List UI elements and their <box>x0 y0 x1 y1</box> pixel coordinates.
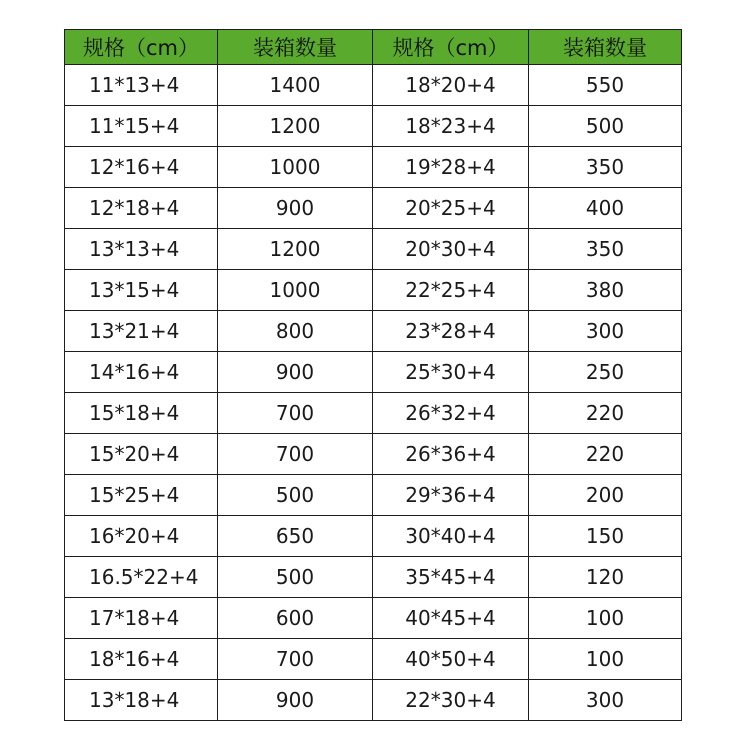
cell-spec-left: 14*16+4 <box>65 352 218 393</box>
table-row <box>65 229 682 270</box>
cell-qty-left: 900 <box>218 680 373 721</box>
cell-spec-right: 22*30+4 <box>373 680 529 721</box>
cell-spec-left: 11*15+4 <box>65 106 218 147</box>
cell-qty-left: 800 <box>218 311 373 352</box>
table-row <box>65 188 682 229</box>
table-row <box>65 106 682 147</box>
cell-spec-right: 22*25+4 <box>373 270 529 311</box>
cell-qty-right: 300 <box>529 311 682 352</box>
cell-qty-left: 700 <box>218 639 373 680</box>
table-row <box>65 434 682 475</box>
cell-spec-left: 15*25+4 <box>65 475 218 516</box>
cell-spec-right: 18*23+4 <box>373 106 529 147</box>
cell-qty-left: 900 <box>218 188 373 229</box>
table-row <box>65 147 682 188</box>
cell-qty-left: 1200 <box>218 229 373 270</box>
cell-spec-right: 40*45+4 <box>373 598 529 639</box>
table-body <box>65 65 682 721</box>
cell-qty-right: 100 <box>529 598 682 639</box>
table-row <box>65 516 682 557</box>
cell-qty-left: 1200 <box>218 106 373 147</box>
cell-spec-left: 18*16+4 <box>65 639 218 680</box>
cell-spec-right: 30*40+4 <box>373 516 529 557</box>
cell-spec-left: 12*18+4 <box>65 188 218 229</box>
cell-spec-right: 26*36+4 <box>373 434 529 475</box>
cell-qty-right: 200 <box>529 475 682 516</box>
cell-spec-left: 13*21+4 <box>65 311 218 352</box>
cell-spec-right: 20*30+4 <box>373 229 529 270</box>
cell-spec-left: 15*18+4 <box>65 393 218 434</box>
cell-qty-left: 600 <box>218 598 373 639</box>
cell-qty-left: 1400 <box>218 65 373 106</box>
cell-qty-right: 120 <box>529 557 682 598</box>
cell-qty-right: 350 <box>529 229 682 270</box>
cell-spec-right: 18*20+4 <box>373 65 529 106</box>
cell-qty-left: 500 <box>218 475 373 516</box>
table-row <box>65 65 682 106</box>
header-qty-left: 装箱数量 <box>218 30 373 65</box>
cell-qty-left: 650 <box>218 516 373 557</box>
cell-qty-right: 550 <box>529 65 682 106</box>
table-row <box>65 557 682 598</box>
cell-qty-left: 700 <box>218 393 373 434</box>
cell-qty-right: 350 <box>529 147 682 188</box>
cell-qty-right: 300 <box>529 680 682 721</box>
cell-spec-right: 20*25+4 <box>373 188 529 229</box>
table-row <box>65 680 682 721</box>
cell-spec-right: 19*28+4 <box>373 147 529 188</box>
size-quantity-table <box>64 29 682 721</box>
cell-qty-right: 220 <box>529 434 682 475</box>
cell-qty-right: 100 <box>529 639 682 680</box>
header-qty-right: 装箱数量 <box>529 30 682 65</box>
cell-qty-right: 150 <box>529 516 682 557</box>
cell-spec-right: 26*32+4 <box>373 393 529 434</box>
cell-spec-right: 23*28+4 <box>373 311 529 352</box>
table-header <box>65 30 682 65</box>
header-spec-right: 规格（cm） <box>373 30 529 65</box>
cell-spec-left: 13*15+4 <box>65 270 218 311</box>
cell-spec-right: 35*45+4 <box>373 557 529 598</box>
table-row <box>65 475 682 516</box>
cell-spec-right: 40*50+4 <box>373 639 529 680</box>
cell-spec-left: 13*18+4 <box>65 680 218 721</box>
table-row <box>65 311 682 352</box>
table-row <box>65 598 682 639</box>
cell-spec-left: 11*13+4 <box>65 65 218 106</box>
cell-spec-right: 25*30+4 <box>373 352 529 393</box>
table-row <box>65 393 682 434</box>
table-header-row <box>65 30 682 65</box>
cell-qty-left: 1000 <box>218 270 373 311</box>
cell-qty-right: 250 <box>529 352 682 393</box>
cell-qty-right: 400 <box>529 188 682 229</box>
cell-qty-right: 220 <box>529 393 682 434</box>
table-row <box>65 270 682 311</box>
cell-qty-left: 700 <box>218 434 373 475</box>
cell-spec-left: 15*20+4 <box>65 434 218 475</box>
cell-qty-right: 500 <box>529 106 682 147</box>
cell-spec-left: 12*16+4 <box>65 147 218 188</box>
cell-qty-left: 900 <box>218 352 373 393</box>
table-row <box>65 352 682 393</box>
cell-spec-left: 17*18+4 <box>65 598 218 639</box>
cell-spec-right: 29*36+4 <box>373 475 529 516</box>
cell-qty-right: 380 <box>529 270 682 311</box>
cell-spec-left: 16.5*22+4 <box>65 557 218 598</box>
cell-spec-left: 16*20+4 <box>65 516 218 557</box>
header-spec-left: 规格（cm） <box>65 30 218 65</box>
cell-qty-left: 500 <box>218 557 373 598</box>
cell-spec-left: 13*13+4 <box>65 229 218 270</box>
cell-qty-left: 1000 <box>218 147 373 188</box>
table-row <box>65 639 682 680</box>
